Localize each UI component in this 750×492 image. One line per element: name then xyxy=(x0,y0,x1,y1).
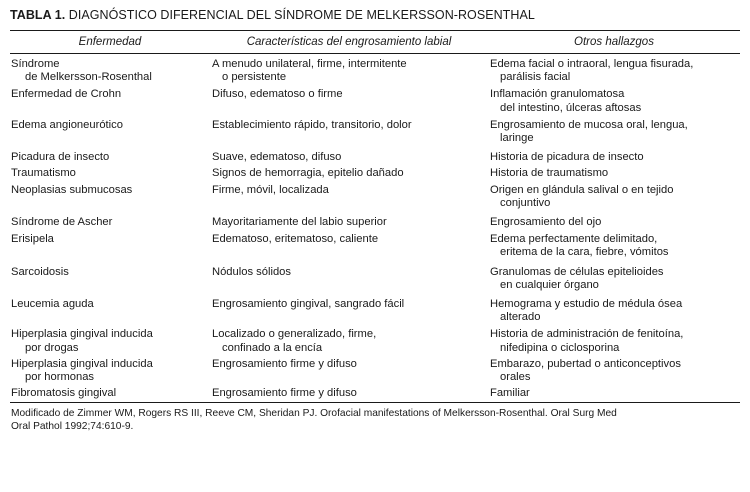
cell-line: Edema angioneurótico xyxy=(11,118,123,131)
cell-other-findings xyxy=(490,119,740,145)
table-row xyxy=(10,387,740,400)
cell-line: alterado xyxy=(500,311,541,324)
cell-line: Mayoritariamente del labio superior xyxy=(212,216,387,229)
column-headers xyxy=(10,31,740,53)
cell-line: Suave, edematoso, difuso xyxy=(212,151,342,164)
cell-disease xyxy=(10,358,212,384)
table-row xyxy=(10,233,740,259)
cell-other-findings xyxy=(490,328,740,354)
table-title-label: TABLA 1. xyxy=(10,8,66,22)
cell-lip-features xyxy=(212,358,490,384)
header-other-findings: Otros hallazgos xyxy=(574,36,654,48)
cell-line: Erisipela xyxy=(11,233,54,246)
cell-disease xyxy=(10,167,212,180)
cell-lip-features xyxy=(212,266,490,292)
cell-line: Edema facial o intraoral, lengua fisurada, xyxy=(490,58,694,70)
document-page xyxy=(10,6,740,434)
cell-other-findings xyxy=(490,387,740,400)
cell-lip-features xyxy=(212,328,490,354)
cell-lip-features xyxy=(212,216,490,229)
cell-line: Edema perfectamente delimitado, xyxy=(490,233,658,246)
cell-line: Localizado o generalizado, firme, xyxy=(212,328,377,341)
cell-lip-features xyxy=(212,387,490,400)
cell-line: Origen en glándula salival o en tejido xyxy=(490,183,674,196)
cell-disease xyxy=(10,328,212,354)
cell-lip-features xyxy=(212,151,490,164)
cell-disease xyxy=(10,184,212,210)
cell-line: laringe xyxy=(500,132,534,145)
cell-line: Establecimiento rápido, transitorio, dolor xyxy=(212,118,412,131)
cell-line: Neoplasias submucosas xyxy=(11,183,133,196)
cell-lip-features xyxy=(212,184,490,210)
table-row xyxy=(10,119,740,145)
cell-line: Engrosamiento del ojo xyxy=(490,216,602,229)
cell-disease xyxy=(10,58,212,84)
cell-line: en cualquier órgano xyxy=(500,278,599,291)
cell-line: por hormonas xyxy=(25,371,95,384)
cell-other-findings xyxy=(490,58,740,84)
header-disease: Enfermedad xyxy=(78,36,142,48)
table-row xyxy=(10,358,740,384)
cell-line: Firme, móvil, localizada xyxy=(212,183,329,196)
table-row xyxy=(10,184,740,210)
cell-line: Engrosamiento de mucosa oral, lengua, xyxy=(490,118,688,131)
cell-line: Hiperplasia gingival inducida xyxy=(11,328,153,341)
cell-line: Picadura de insecto xyxy=(11,151,110,164)
table-row xyxy=(10,216,740,229)
table-row xyxy=(10,298,740,324)
table-row xyxy=(10,266,740,292)
bottom-rule xyxy=(10,402,740,403)
cell-lip-features xyxy=(212,119,490,145)
cell-disease xyxy=(10,387,212,400)
cell-line: Engrosamiento firme y difuso xyxy=(212,387,357,400)
cell-line: Nódulos sólidos xyxy=(212,265,291,278)
cell-disease xyxy=(10,233,212,259)
cell-disease xyxy=(10,298,212,324)
footnote-line: Modificado de Zimmer WM, Rogers RS III, Reeve CM, Sheridan PJ. Orofacial manifestations of Melkersson-Rosenthal. Oral Surg Med xyxy=(11,408,617,420)
cell-line: Historia de traumatismo xyxy=(490,167,609,180)
cell-lip-features xyxy=(212,167,490,180)
table-body xyxy=(10,54,740,402)
cell-line: Inflamación granulomatosa xyxy=(490,88,625,101)
cell-disease xyxy=(10,88,212,114)
cell-line: Engrosamiento firme y difuso xyxy=(212,357,357,370)
cell-line: Engrosamiento gingival, sangrado fácil xyxy=(212,298,405,311)
cell-disease xyxy=(10,119,212,145)
cell-line: confinado a la encía xyxy=(222,341,323,354)
cell-line: Historia de administración de fenitoína, xyxy=(490,328,684,341)
cell-line: Hiperplasia gingival inducida xyxy=(11,357,153,370)
cell-line: Sarcoidosis xyxy=(11,265,69,278)
cell-disease xyxy=(10,151,212,164)
footnote xyxy=(10,408,740,433)
cell-line: Leucemia aguda xyxy=(11,298,94,311)
table-row xyxy=(10,58,740,84)
cell-lip-features xyxy=(212,88,490,114)
cell-other-findings xyxy=(490,266,740,292)
cell-other-findings xyxy=(490,298,740,324)
cell-line: conjuntivo xyxy=(500,196,551,209)
cell-line: de Melkersson-Rosenthal xyxy=(25,71,152,84)
cell-line: Traumatismo xyxy=(11,167,76,180)
cell-line: Historia de picadura de insecto xyxy=(490,151,644,164)
cell-disease xyxy=(10,216,212,229)
cell-lip-features xyxy=(212,298,490,324)
table-row xyxy=(10,167,740,180)
cell-line: Granulomas de células epitelioides xyxy=(490,265,664,278)
table-row xyxy=(10,151,740,164)
cell-other-findings xyxy=(490,88,740,114)
cell-other-findings xyxy=(490,184,740,210)
cell-line: Familiar xyxy=(490,387,530,400)
cell-line: por drogas xyxy=(25,341,79,354)
cell-line: nifedipina o ciclosporina xyxy=(500,341,620,354)
footnote-line: Oral Pathol 1992;74:610-9. xyxy=(11,421,134,433)
table-title-text: DIAGNÓSTICO DIFERENCIAL DEL SÍNDROME DE MELKERSSON-ROSENTHAL xyxy=(68,8,535,22)
cell-line: orales xyxy=(500,371,531,384)
cell-line: Hemograma y estudio de médula ósea xyxy=(490,298,683,311)
cell-other-findings xyxy=(490,358,740,384)
cell-line: Difuso, edematoso o firme xyxy=(212,88,343,101)
cell-disease xyxy=(10,266,212,292)
cell-line: Edematoso, eritematoso, caliente xyxy=(212,233,379,246)
cell-lip-features xyxy=(212,233,490,259)
cell-line: Fibromatosis gingival xyxy=(11,387,117,400)
cell-other-findings xyxy=(490,216,740,229)
table-title xyxy=(10,6,740,24)
cell-line: Síndrome de Ascher xyxy=(11,216,113,229)
cell-line: A menudo unilateral, firme, intermitente xyxy=(212,58,407,70)
cell-line: del intestino, úlceras aftosas xyxy=(500,101,642,114)
cell-other-findings xyxy=(490,167,740,180)
cell-line: eritema de la cara, fiebre, vómitos xyxy=(500,246,669,259)
table-row xyxy=(10,328,740,354)
cell-line: o persistente xyxy=(222,71,287,84)
cell-line: parálisis facial xyxy=(500,71,571,84)
cell-lip-features xyxy=(212,58,490,84)
cell-line: Enfermedad de Crohn xyxy=(11,88,122,101)
header-lip-features: Características del engrosamiento labial xyxy=(246,36,452,48)
table-row xyxy=(10,88,740,114)
cell-line: Signos de hemorragia, epitelio dañado xyxy=(212,167,404,180)
cell-other-findings xyxy=(490,151,740,164)
cell-other-findings xyxy=(490,233,740,259)
cell-line: Embarazo, pubertad o anticonceptivos xyxy=(490,357,681,370)
cell-line: Síndrome xyxy=(11,58,60,70)
